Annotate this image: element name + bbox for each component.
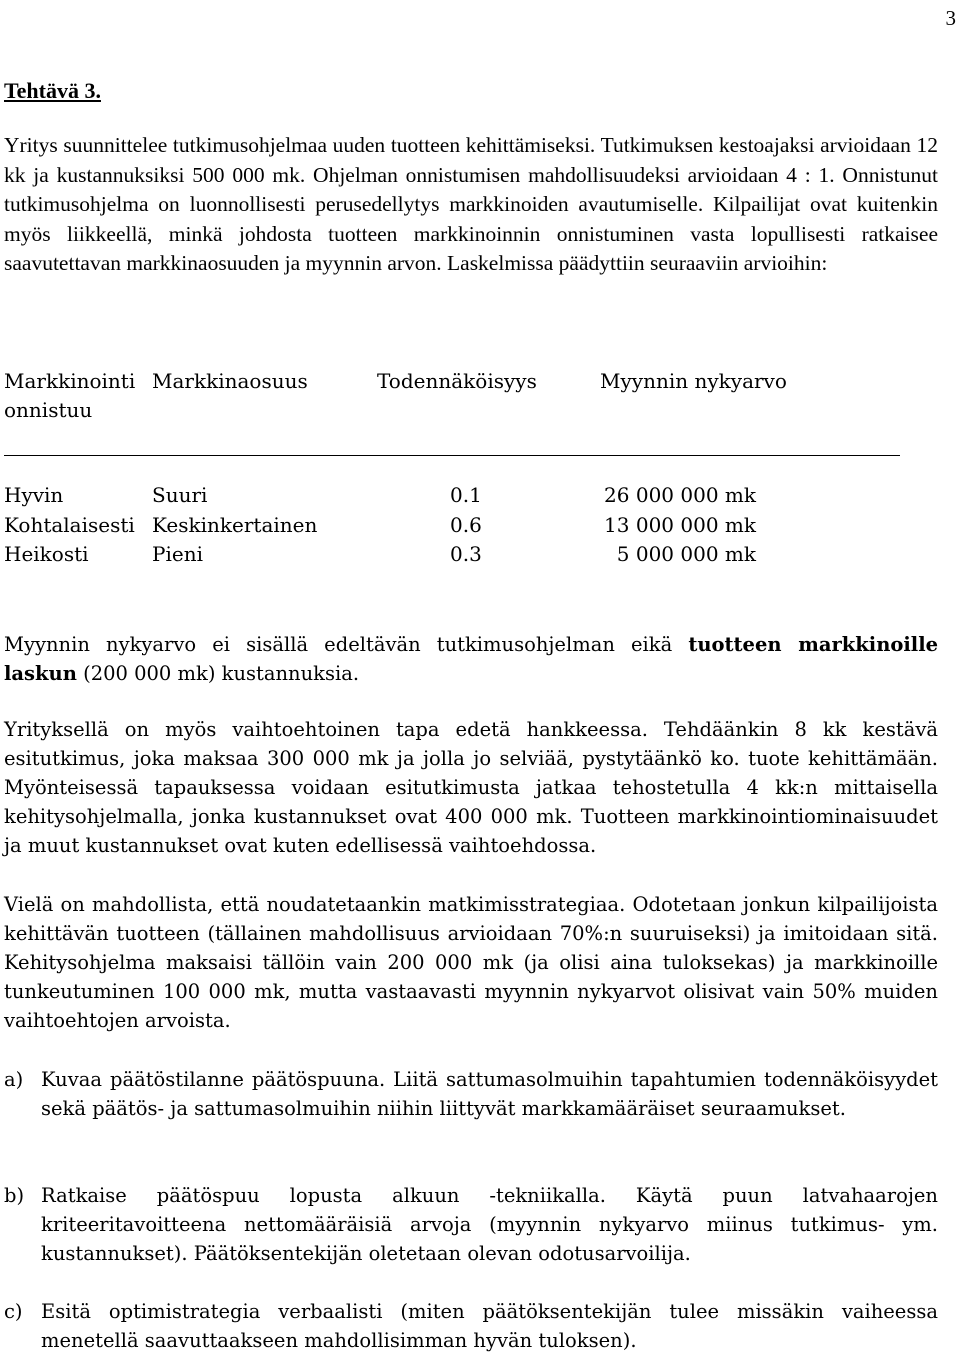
cell-arvo: 13 000 000 mk bbox=[604, 513, 756, 537]
header-markkinaosuus: Markkinaosuus bbox=[152, 369, 308, 393]
cell-osuus: Suuri bbox=[152, 483, 208, 507]
task-title: Tehtävä 3. bbox=[4, 78, 101, 103]
cell-osuus: Pieni bbox=[152, 542, 203, 566]
imitation-paragraph: Vielä on mahdollista, että noudatetaankin matkimisstrategiaa. Odotetaan jonkun kilpailijoista kehittävän tuotteen (tällainen mahdollisuus arvioidaan 70%:n suuruiseksi) ja imitoidaan sitä. Kehitysohjelma maksaisi tällöin vain 200 000 mk (ja olisi aina tuloksekas) ja markkinoille tunkeutuminen 100 000 mk, mutta vastaavasti myynnin nykyarvot olisivat vain 50% muiden vaihtoehtojen arvoista. bbox=[4, 893, 938, 1032]
table-row bbox=[4, 513, 904, 543]
cell-tod: 0.1 bbox=[450, 483, 482, 507]
header-todennakoisyys: Todennäköisyys bbox=[377, 369, 537, 393]
cell-onnistuu: Kohtalaisesti bbox=[4, 513, 135, 537]
table-row bbox=[4, 483, 904, 513]
table-row bbox=[4, 542, 904, 572]
page-number: 3 bbox=[945, 6, 956, 30]
cell-onnistuu: Hyvin bbox=[4, 483, 64, 507]
note-text-before: Myynnin nykyarvo ei sisällä edeltävän tutkimusohjelman eikä bbox=[4, 633, 689, 656]
cell-arvo: 26 000 000 mk bbox=[604, 483, 756, 507]
question-text: Esitä optimistrategia verbaalisti (miten päätöksentekijän tulee missäkin vaiheessa menetellä saavuttaakseen mahdollisimman hyvän tuloksen). bbox=[41, 1300, 938, 1352]
cell-onnistuu: Heikosti bbox=[4, 542, 89, 566]
question-text: Ratkaise päätöspuu lopusta alkuun -tekniikalla. Käytä puun latvahaarojen kriteeritavoitteena nettomääräisiä arvoja (myynnin nykyarvo miinus tutkimus- ym. kustannukset). Päätöksentekijän oletetaan olevan odotusarvoilija. bbox=[41, 1184, 938, 1265]
cell-arvo: 5 000 000 mk bbox=[616, 542, 756, 566]
alternative-paragraph: Yrityksellä on myös vaihtoehtoinen tapa edetä hankkeessa. Tehdäänkin 8 kk kestävä esitutkimus, joka maksaa 300 000 mk ja jolla jo selviää, pystytäänkö ko. tuote kehittämään. Myönteisessä tapauksessa voidaan esitutkimusta jatkaa tehostetulla 4 kk:n mittaisella kehitysohjelmalla, jonka kustannukset ovat 400 000 mk. Tuotteen markkinointiominaisuudet ja muut kustannukset ovat kuten edellisessä vaihtoehdossa. bbox=[4, 718, 938, 857]
header-onnistuu: onnistuu bbox=[4, 398, 93, 422]
cell-tod: 0.3 bbox=[450, 542, 482, 566]
question-label: a) bbox=[4, 1068, 24, 1091]
question-label: c) bbox=[4, 1300, 23, 1323]
header-markkinointi: Markkinointi bbox=[4, 369, 136, 393]
question-text: Kuvaa päätöstilanne päätöspuuna. Liitä sattumasolmuihin tapahtumien todennäköisyydet sekä päätös- ja sattumasolmuihin niihin liittyvät markkamääräiset seuraamukset. bbox=[41, 1068, 938, 1120]
table-header bbox=[4, 367, 904, 427]
header-myynnin-nykyarvo: Myynnin nykyarvo bbox=[600, 369, 787, 393]
cell-tod: 0.6 bbox=[450, 513, 482, 537]
note-paragraph bbox=[4, 630, 938, 688]
table-rule bbox=[4, 455, 900, 456]
question-label: b) bbox=[4, 1184, 25, 1207]
note-text-after: (200 000 mk) kustannuksia. bbox=[76, 662, 360, 685]
cell-osuus: Keskinkertainen bbox=[152, 513, 318, 537]
intro-paragraph: Yritys suunnittelee tutkimusohjelmaa uuden tuotteen kehittämiseksi. Tutkimuksen kestoajaksi arvioidaan 12 kk ja kustannuksiksi 500 000 mk. Ohjelman onnistumisen mahdollisuudeksi arvioidaan 4 : 1. Onnistunut tutkimusohjelma on luonnollisesti perusedellytys markkinoiden avautumiselle. Kilpailijat ovat kuitenkin myös liikkeellä, minkä johdosta tuotteen markkinoinnin onnistuminen vasta lopullisesti ratkaisee saavutettavan markkinaosuuden ja myynnin arvon. Laskelmissa päädyttiin seuraaviin arvioihin: bbox=[4, 133, 938, 275]
note-bold-text: tuotteen markkinoille laskun bbox=[4, 633, 939, 685]
